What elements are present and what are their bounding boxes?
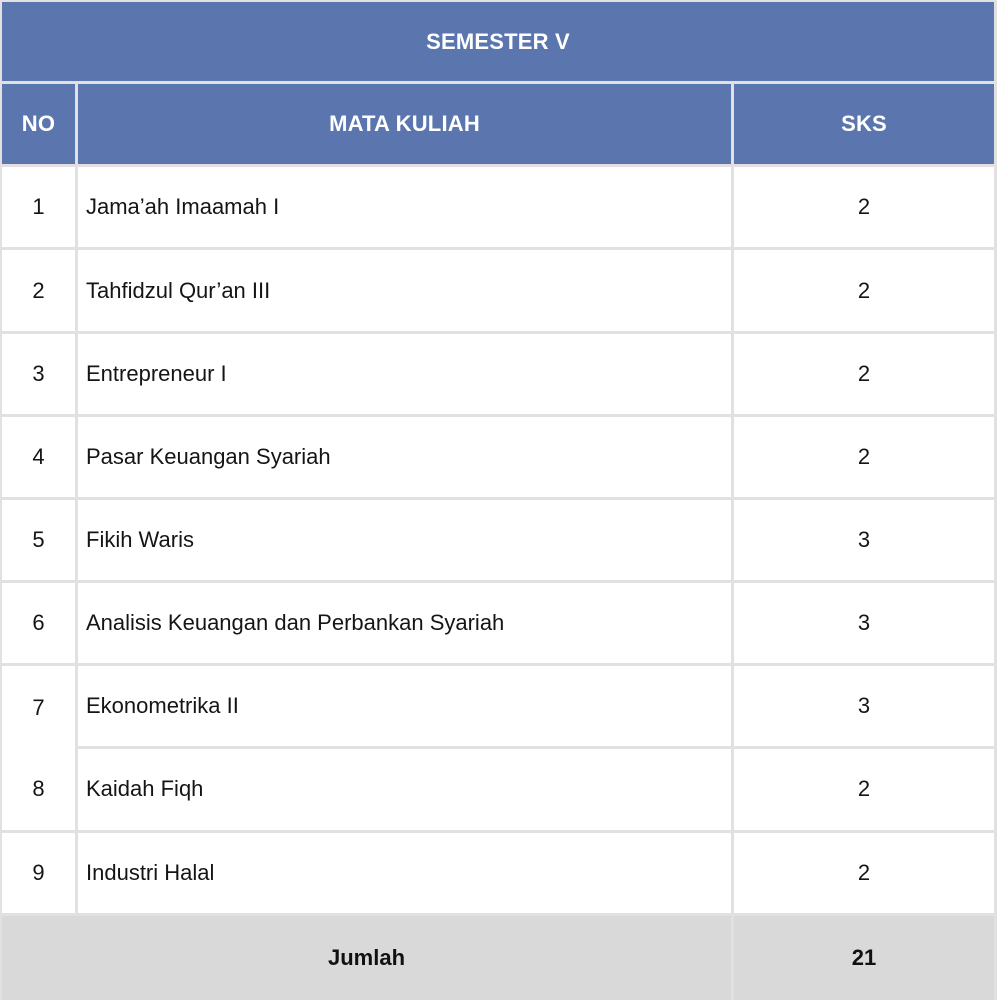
course-name: Fikih Waris [78,500,734,583]
course-credits: 3 [734,583,997,666]
row-number: 5 [0,500,78,583]
row-number: 7 [0,666,78,749]
row-number: 2 [0,250,78,333]
column-header-row [0,84,997,167]
course-name: Analisis Keuangan dan Perbankan Syariah [78,583,734,666]
course-name: Pasar Keuangan Syariah [78,417,734,500]
course-name: Kaidah Fiqh [78,749,734,832]
course-credits: 2 [734,749,997,832]
course-name: Tahfidzul Qur’an III [78,250,734,333]
course-credits: 2 [734,833,997,916]
table-row [0,417,997,500]
total-label: Jumlah [0,916,734,1000]
table-row [0,334,997,417]
course-credits: 2 [734,167,997,250]
column-header-credits: SKS [734,84,997,167]
row-number: 9 [0,833,78,916]
column-header-course: MATA KULIAH [78,84,734,167]
row-number: 8 [0,749,78,832]
row-number: 1 [0,167,78,250]
row-number: 6 [0,583,78,666]
table-row [0,500,997,583]
course-credits: 2 [734,417,997,500]
course-name: Industri Halal [78,833,734,916]
table-row [0,583,997,666]
table-title: SEMESTER V [0,0,997,84]
course-name: Ekonometrika II [78,666,734,749]
total-credits: 21 [734,916,997,1000]
column-header-no: NO [0,84,78,167]
row-number: 3 [0,334,78,417]
table-row [0,250,997,333]
course-name: Entrepreneur I [78,334,734,417]
course-credits: 3 [734,500,997,583]
table-title-row [0,0,997,84]
total-row [0,916,997,1000]
course-name: Jama’ah Imaamah I [78,167,734,250]
table-row [0,666,997,749]
table-row [0,833,997,916]
course-credits: 2 [734,250,997,333]
course-credits: 2 [734,334,997,417]
table-row [0,749,997,832]
row-number: 4 [0,417,78,500]
table-row [0,167,997,250]
course-credits: 3 [734,666,997,749]
